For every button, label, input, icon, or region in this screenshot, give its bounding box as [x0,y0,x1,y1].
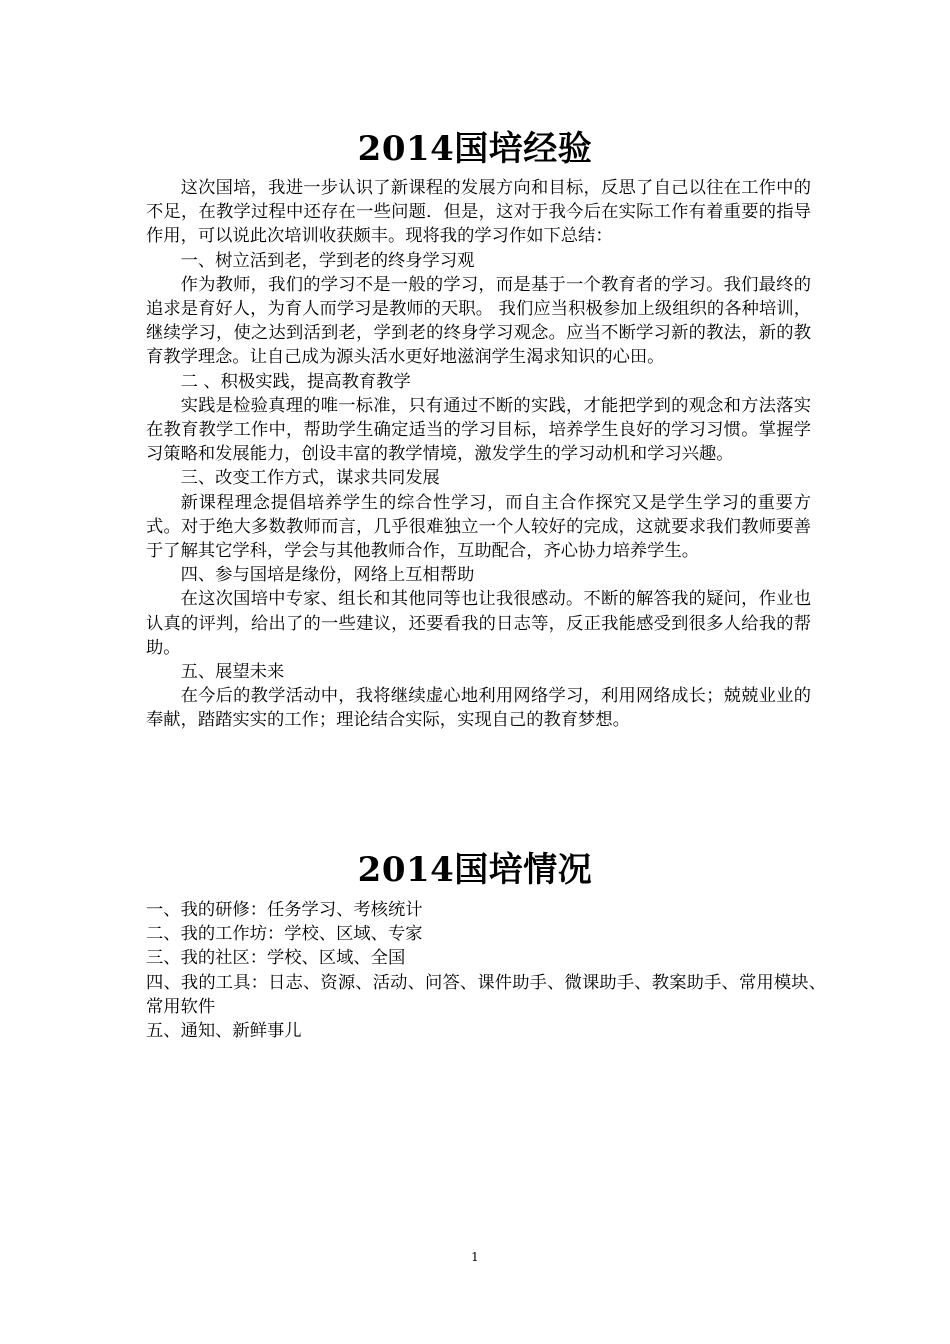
section-2-list [146,898,826,1043]
section-2-title: 2014国培情况 [357,850,593,890]
list-item: 四、我的工具：日志、资源、活动、问答、课件助手、微课助手、教案助手、常用模块、常用软件 [146,972,826,1017]
subheading-2: 二 、积极实践，提高教育教学 [180,371,411,392]
subheading-4: 四、参与国培是缘份，网络上互相帮助 [180,565,475,586]
paragraph-3: 新课程理念提倡培养学生的综合性学习，而自主合作探究又是学生学习的重要方式。对于绝大多数教师而言，几乎很难独立一个人较好的完成，这就要求我们教师要善于了解其它学科，学会与其他教师合作，互助配合，齐心协力培养学生。 [146,492,811,562]
paragraph-2: 实践是检验真理的唯一标准，只有通过不断的实践，才能把学到的观念和方法落实在教育教学工作中，帮助学生确定适当的学习目标，培养学生良好的学习习惯。掌握学习策略和发展能力，创设丰富的教学情境，激发学生的学习动机和学习兴趣。 [146,395,811,465]
section-1-body [146,176,811,733]
paragraph-1: 作为教师，我们的学习不是一般的学习，而是基于一个教育者的学习。我们最终的追求是育好人，为育人而学习是教师的天职。 我们应当积极参加上级组织的各种培训，继续学习，使之达到活到老，学到老的终身学习观念。应当不断学习新的教法，新的教育教学理念。让自己成为源头活水更好地滋润学生渴求知识的心田。 [146,274,811,368]
section-1-title: 2014国培经验 [357,129,593,169]
list-item: 三、我的社区：学校、区域、全国 [146,948,406,969]
subheading-3: 三、改变工作方式，谋求共同发展 [180,468,440,489]
subheading-1: 一、树立活到老，学到老的终身学习观 [180,250,475,271]
paragraph-5: 在今后的教学活动中，我将继续虚心地利用网络学习，利用网络成长；兢兢业业的奉献，踏踏实实的工作；理论结合实际，实现自己的教育梦想。 [146,686,811,731]
paragraph-intro: 这次国培，我进一步认识了新课程的发展方向和目标，反思了自己以往在工作中的不足，在教学过程中还存在一些问题．但是，这对于我今后在实际工作有着重要的指导作用，可以说此次培训收获颇丰。现将我的学习作如下总结： [146,178,811,247]
page-number: 1 [471,1250,479,1264]
list-item: 一、我的研修：任务学习、考核统计 [146,900,423,920]
list-item: 二、我的工作坊：学校、区域、专家 [146,924,423,945]
subheading-5: 五、展望未来 [180,662,285,683]
paragraph-4: 在这次国培中专家、组长和其他同等也让我很感动。不断的解答我的疑问，作业也认真的评判，给出了的一些建议，还要看我的日志等，反正我能感受到很多人给我的帮助。 [146,589,811,658]
list-item: 五、通知、新鲜事儿 [146,1021,302,1042]
